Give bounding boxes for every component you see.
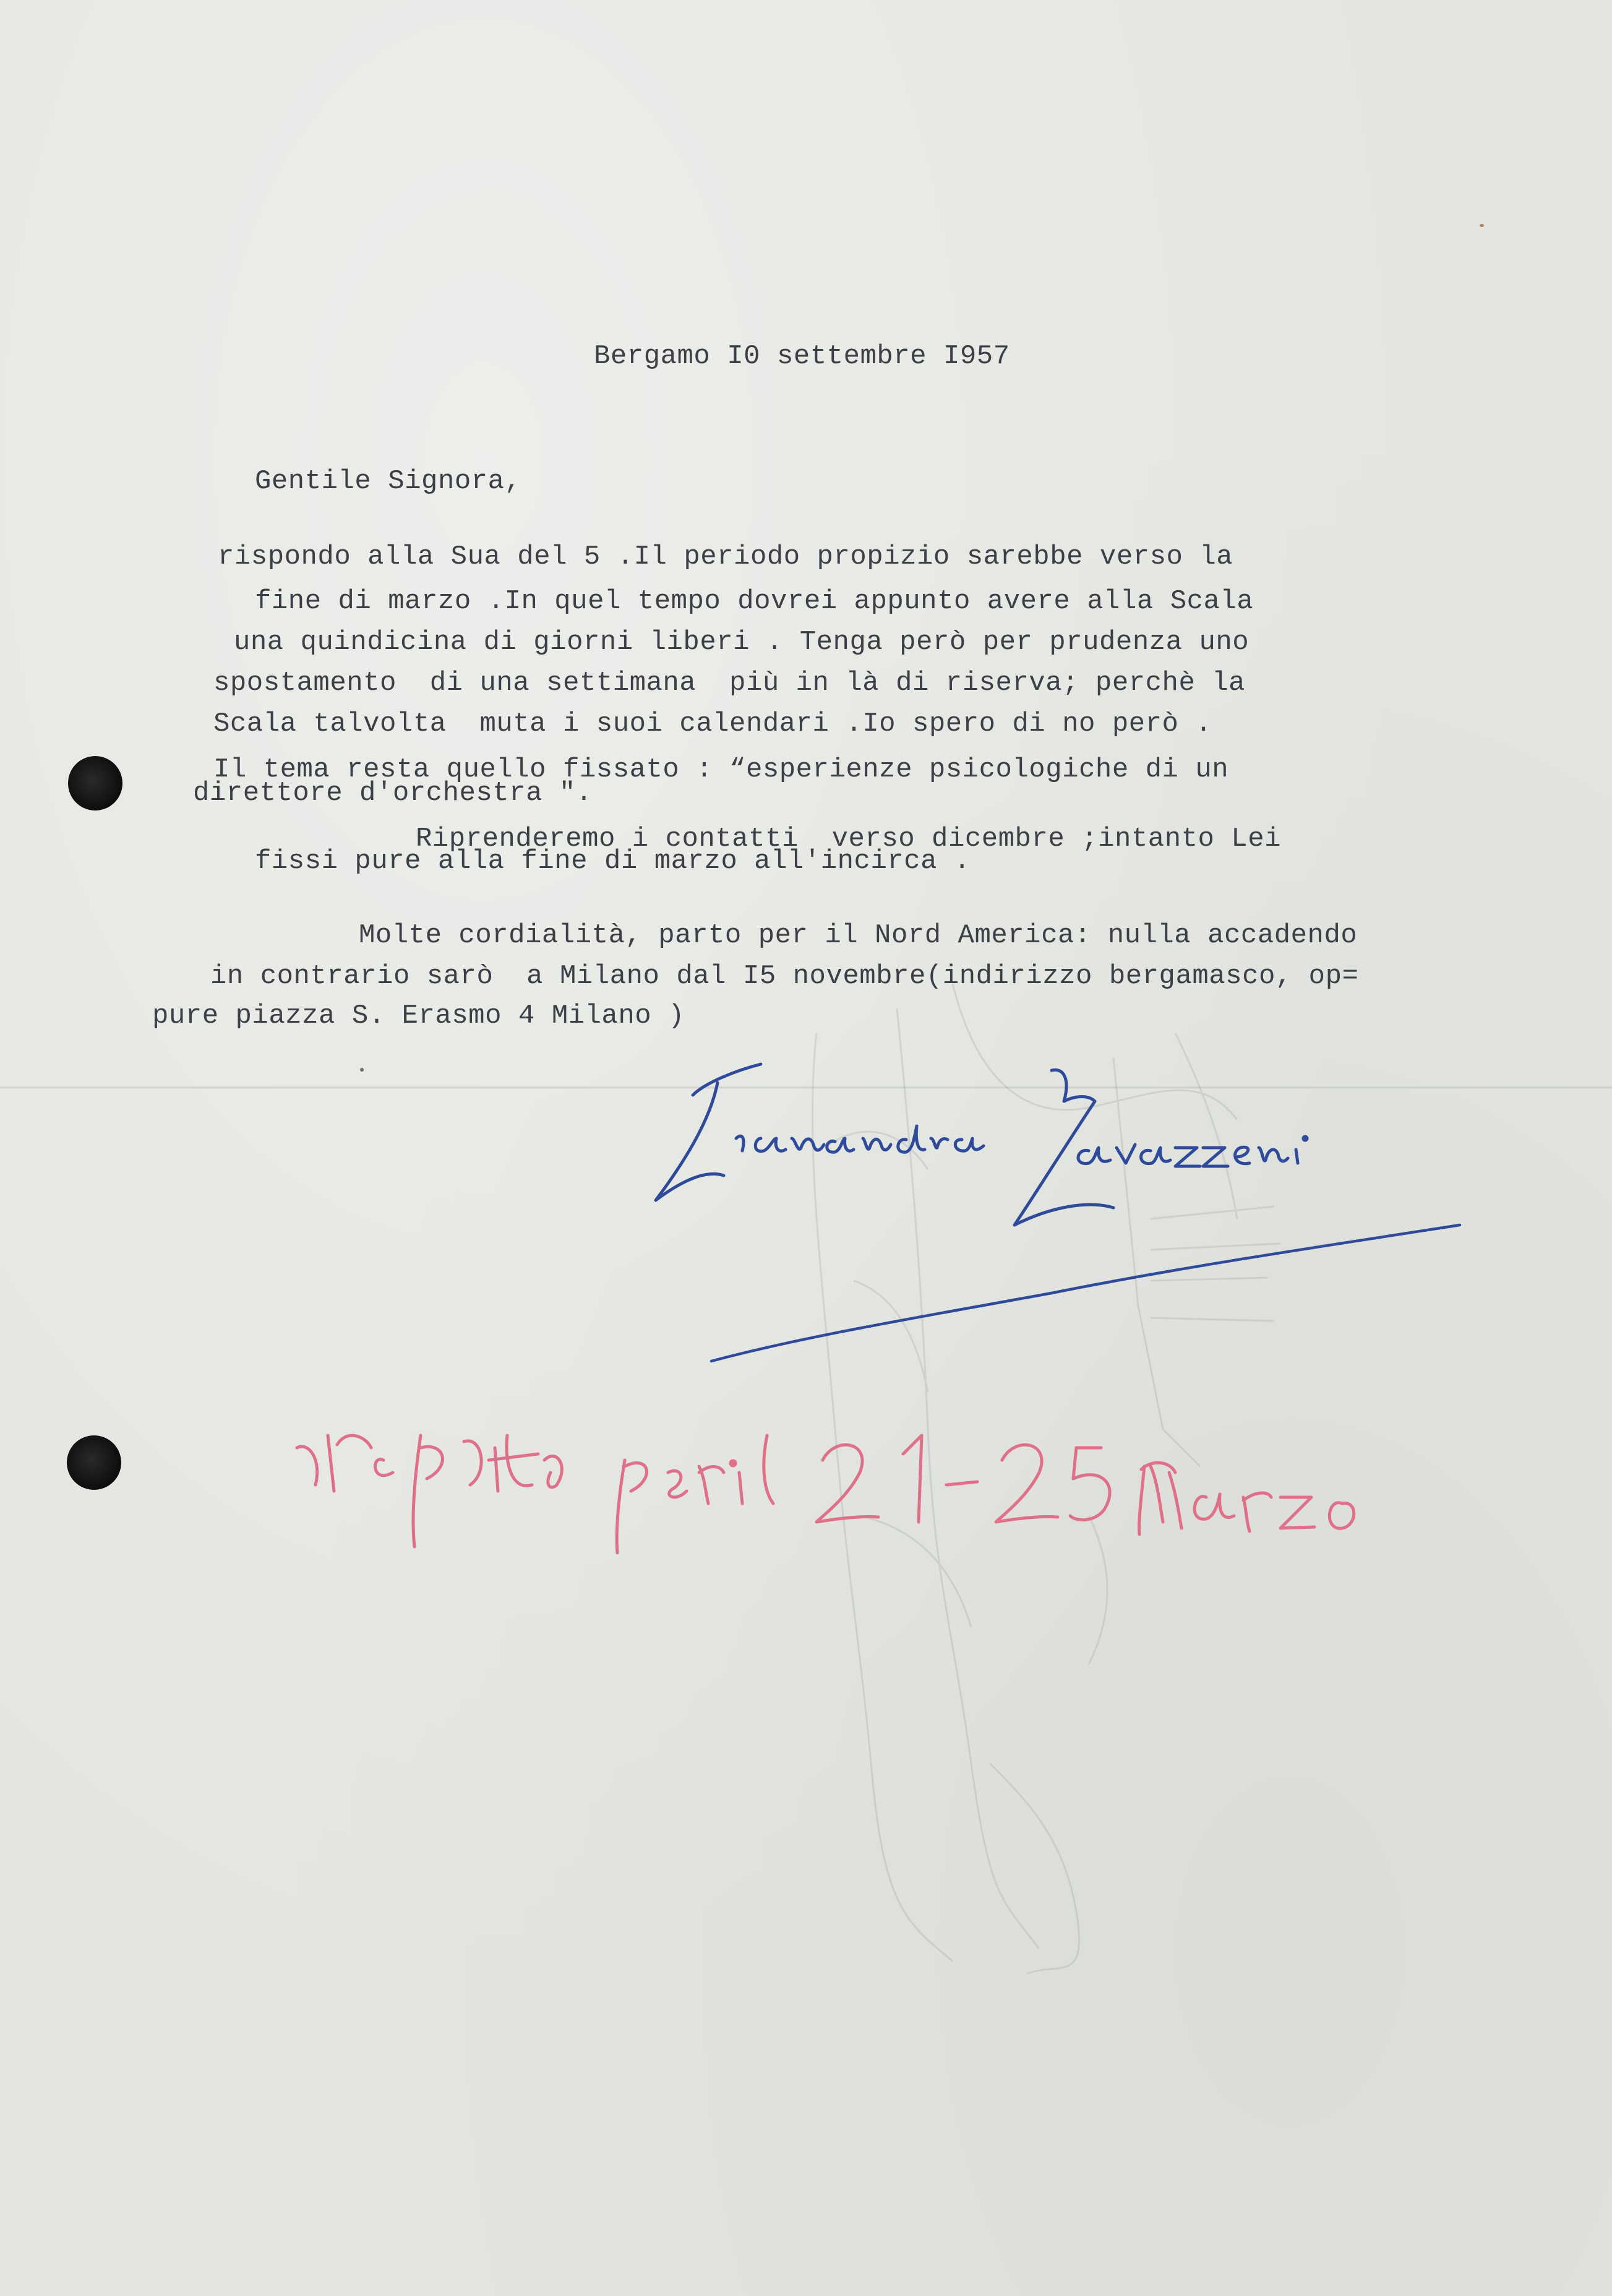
letter-date: Bergamo I0 settembre I957 — [594, 341, 1010, 372]
letter-salutation: Gentile Signora, — [255, 466, 521, 497]
letter-line: una quindicina di giorni liberi . Tenga però per prudenza uno — [234, 627, 1250, 658]
letter-line: fine di marzo .In quel tempo dovrei appunto avere alla Scala — [255, 586, 1254, 617]
punch-hole-bottom — [67, 1435, 121, 1490]
letter-line: Scala talvolta muta i suoi calendari .Io spero di no però . — [213, 708, 1212, 739]
handwritten-annotation — [278, 1411, 1417, 1596]
letter-line: direttore d'orchestra ". — [193, 778, 593, 809]
paper-speck — [360, 1068, 364, 1072]
letter-line: spostamento di una settimana più in là di riserva; perchè la — [213, 668, 1246, 699]
handwritten-signature — [619, 1046, 1485, 1380]
letter-line: in contrario sarò a Milano dal I5 novembre(indirizzo bergamasco, op= — [210, 961, 1359, 992]
letter-line: pure piazza S. Erasmo 4 Milano ) — [152, 1000, 685, 1031]
letter-line: rispondo alla Sua del 5 .Il periodo propizio sarebbe verso la — [218, 541, 1233, 572]
letter-line: fissi pure alla fine di marzo all'incirca . — [255, 846, 971, 877]
letter-line: Il tema resta quello fissato : “esperienze psicologiche di un — [213, 754, 1229, 785]
letter-line: Riprenderemo i contatti verso dicembre ;intanto Lei — [416, 823, 1282, 854]
punch-hole-top — [68, 756, 122, 810]
paper-speck — [1480, 224, 1484, 227]
letter-line: Molte cordialità, parto per il Nord America: nulla accadendo — [359, 920, 1358, 951]
